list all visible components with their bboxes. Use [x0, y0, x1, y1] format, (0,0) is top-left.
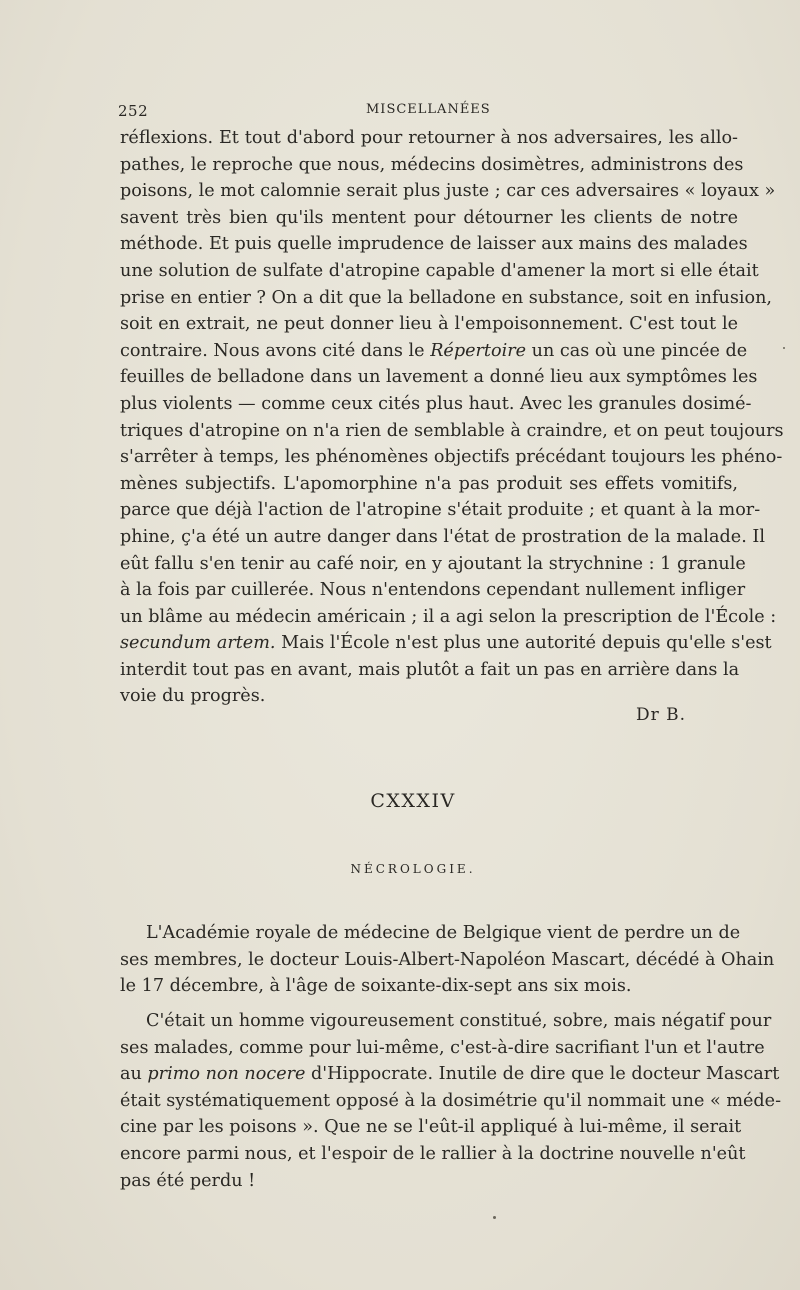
paper-speck [493, 1216, 496, 1219]
text-line: ses membres, le docteur Louis-Albert-Napoléon Mascart, décédé à Ohain [120, 949, 775, 970]
text-line: C'était un homme vigoureusement constitué, sobre, mais négatif pour [146, 1011, 772, 1031]
text-line: plus violents — comme ceux cités plus haut. Avec les granules dosimé- [120, 393, 752, 414]
page-number: 252 [118, 102, 149, 120]
paragraph-2 [120, 920, 775, 1000]
text-line: prise en entier ? On a dit que la belladone en substance, soit en infusion, [120, 287, 772, 308]
paragraph-3 [120, 1008, 782, 1194]
text-line [120, 1061, 780, 1088]
running-title: MISCELLANÉES [366, 102, 491, 117]
signature: Dr B. [636, 705, 687, 725]
text-line: cine par les poisons ». Que ne se l'eût-il appliqué à lui-même, il serait [120, 1117, 742, 1138]
text-line [120, 338, 748, 365]
text-line: interdit tout pas en avant, mais plutôt a fait un pas en arrière dans la [120, 659, 740, 680]
text-line: savent très bien qu'ils mentent pour détourner les clients de notre [120, 207, 738, 228]
text-line: voie du progrès. [120, 686, 266, 707]
text-line: s'arrêter à temps, les phénomènes objectifs précédant toujours les phéno- [120, 447, 783, 468]
italic-title: Répertoire [430, 340, 527, 361]
chapter-number: CXXXIV [370, 790, 456, 812]
text-line: à la fois par cuillerée. Nous n'entendons cependant nullement infliger [120, 580, 746, 601]
italic-phrase: secundum artem. [120, 633, 276, 654]
text-line: L'Académie royale de médecine de Belgique vient de perdre un de [146, 923, 741, 943]
text-line: réflexions. Et tout d'abord pour retourner à nos adversaires, les allo- [120, 128, 738, 148]
text-line [120, 630, 772, 657]
text-line: une solution de sulfate d'atropine capable d'amener la mort si elle était [120, 260, 759, 281]
text-line: mènes subjectifs. L'apomorphine n'a pas produit ses effets vomitifs, [120, 473, 738, 494]
text-line: encore parmi nous, et l'espoir de le rallier à la doctrine nouvelle n'eût [120, 1143, 746, 1164]
text-line: triques d'atropine on n'a rien de semblable à craindre, et on peut toujours [120, 420, 784, 441]
text-line: feuilles de belladone dans un lavement a donné lieu aux symptômes les [120, 367, 758, 388]
paper-speck [783, 347, 785, 349]
text-line: était systématiquement opposé à la dosimétrie qu'il nommait une « méde- [120, 1090, 782, 1111]
text-line: poisons, le mot calomnie serait plus juste ; car ces adversaires « loyaux » [120, 181, 776, 202]
text-line: pathes, le reproche que nous, médecins dosimètres, administrons des [120, 154, 744, 175]
paragraph-1 [120, 125, 784, 710]
chapter-title: NÉCROLOGIE. [350, 862, 476, 876]
text-line: eût fallu s'en tenir au café noir, en y ajoutant la strychnine : 1 granule [120, 553, 746, 574]
text-segment: d'Hippocrate. Inutile de dire que le docteur Mascart [305, 1064, 780, 1085]
text-line: méthode. Et puis quelle imprudence de laisser aux mains des malades [120, 234, 748, 255]
text-segment: contraire. Nous avons cité dans le [120, 340, 431, 361]
text-line: phine, ç'a été un autre danger dans l'état de prostration de la malade. Il [120, 526, 765, 547]
text-line: parce que déjà l'action de l'atropine s'était produite ; et quant à la mor- [120, 500, 761, 521]
text-segment: Mais l'École n'est plus une autorité depuis qu'elle s'est [275, 633, 772, 654]
text-line: pas été perdu ! [120, 1170, 256, 1191]
text-line: un blâme au médecin américain ; il a agi selon la prescription de l'École : [120, 606, 777, 627]
text-line: ses malades, comme pour lui-même, c'est-à-dire sacrifiant l'un et l'autre [120, 1037, 765, 1058]
italic-phrase: primo non nocere [147, 1064, 306, 1085]
text-line: le 17 décembre, à l'âge de soixante-dix-sept ans six mois. [120, 976, 632, 997]
text-segment: un cas où une pincée de [526, 340, 748, 361]
running-head [118, 100, 738, 124]
text-line: soit en extrait, ne peut donner lieu à l'empoisonnement. C'est tout le [120, 314, 738, 335]
text-segment: au [120, 1064, 148, 1085]
